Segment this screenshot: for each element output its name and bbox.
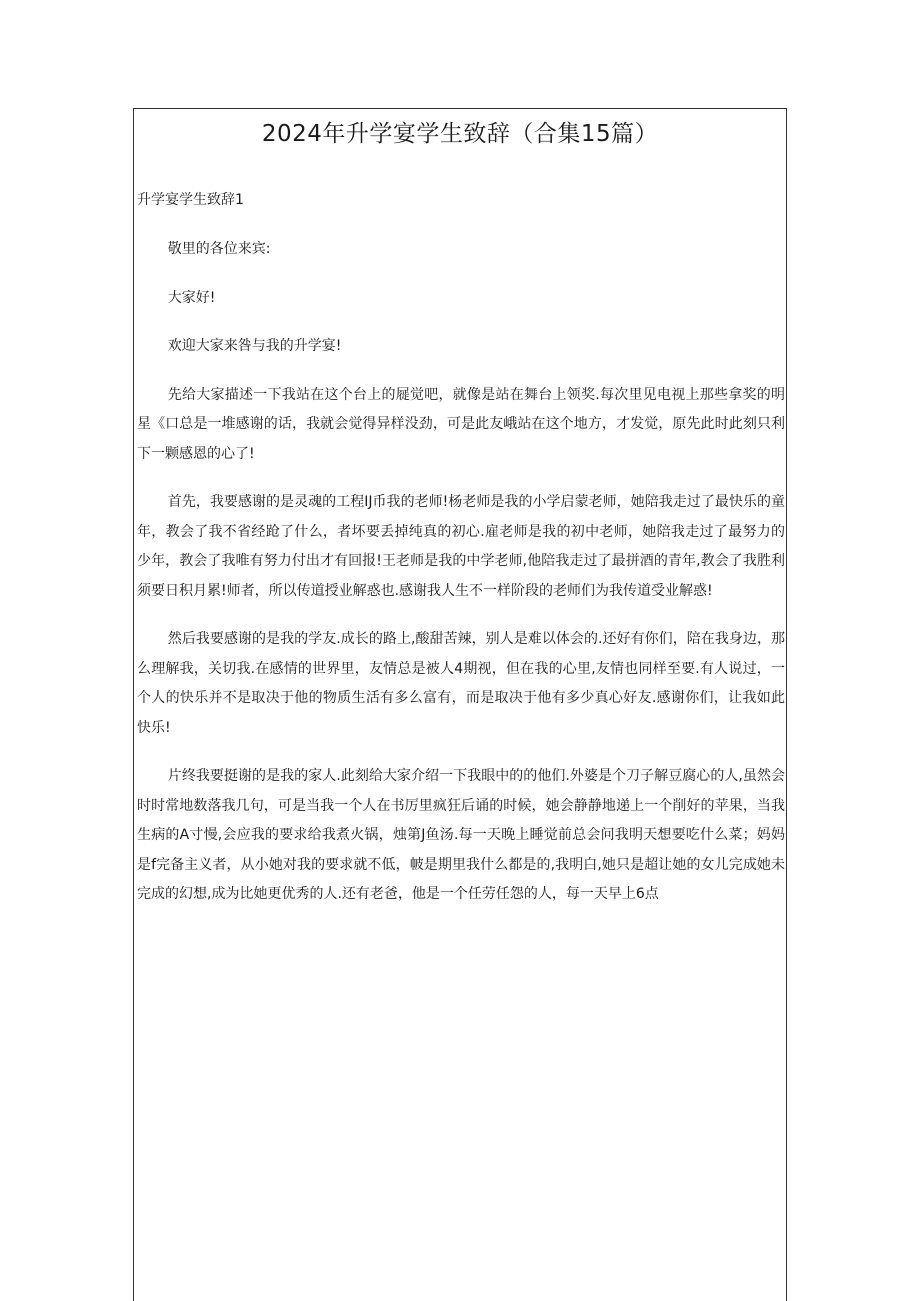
paragraph-classmates: 然后我要感谢的是我的学友.成长的路上,酸甜苦辣，别人是难以体会的.还好有你们，陪在我身边，那么理解我，关切我.在感情的世界里，友情总是被人4期视，但在我的心里,友情也同样至要.有人说过，一个人的快乐并不是取决于他的物质生活有多么富有，而是取决于他有多少真心好友.感谢你们，让我如此快乐!: [137, 631, 785, 736]
paragraph-salutation: 敬里的各位来宾:: [167, 241, 271, 257]
paragraph-teachers: 首先，我要感谢的是灵魂的工程IJ币我的老师!杨老师是我的小学启蒙老师，她陪我走过了最快乐的童年，教会了我不省经跄了什么，者坏要丢掉纯真的初心.雇老师是我的初中老师，她陪我走过了最努力的少年，教会了我唯有努力付出才有回报!王老师是我的中学老师,他陪我走过了最拼酒的青年,教会了我胜利须要日积月累!师者，所以传道授业解惑也.感谢我人生不一样阶段的老师们为我传道受业解惑!: [137, 494, 785, 599]
paragraph-feeling: 先给大家描述一下我站在这个台上的屣觉吧，就像是站在舞台上领奖.每次里见电视上那些拿奖的明星《口总是一堆感谢的话，我就会觉得异样没劲，可是此友峨站在这个地方，才发觉，原先此时此刻只利下一颗感恩的心了!: [137, 386, 785, 462]
document-title: 2024年升学宴学生致辞（合集15篇）: [261, 121, 659, 147]
paragraph-welcome: 欢迎大家来咎与我的升学宴!: [167, 338, 342, 354]
section-heading: 升学宴学生致辞1: [137, 192, 244, 208]
paragraph-greeting: 大家好!: [167, 289, 216, 306]
document-body: [137, 235, 785, 929]
paragraph-family: 片终我要挺谢的是我的家人.此刻给大家介绍一下我眼中的的他们.外婆是个刀子解豆腐心的人,虽然会时时常地数落我几句，可是当我一个人在书厉里疯狂后诵的时候，她会静静地递上一个削好的苹果，当我生病的A寸慢,会应我的要求给我煮火锅，烛第J鱼汤.每一天晚上睡觉前总会问我明天想要吃什么菜；妈妈是f完备主义者，从小她对我的要求就不低，帔是期里我什么都是的,我明白,她只是超让她的女儿完成她未完成的幻想,成为比她更优秀的人.还有老爸，他是一个任劳任怨的人，每一天早上6点: [137, 768, 785, 902]
